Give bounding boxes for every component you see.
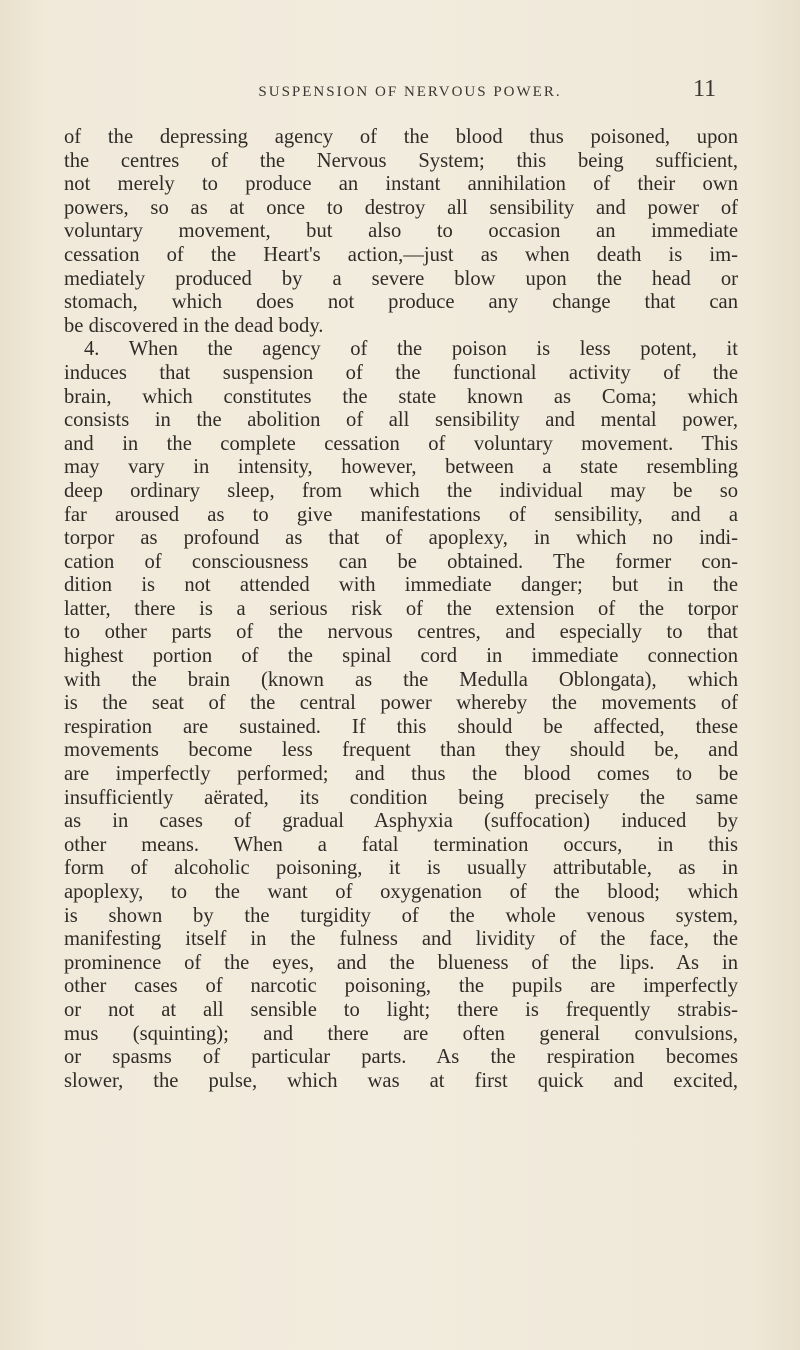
text-line: or not at all sensible to light; there is frequently strabis- [64, 998, 738, 1021]
text-line: torpor as profound as that of apoplexy, in which no indi- [64, 527, 738, 550]
text-line: cessation of the Heart's action,—just as when death is im- [64, 243, 738, 266]
text-line: cation of consciousness can be obtained. The former con- [64, 550, 738, 573]
page-number: 11 [693, 76, 717, 102]
text-line: to other parts of the nervous centres, and especially to that [64, 621, 738, 644]
body-text [64, 126, 738, 1093]
text-line: of the depressing agency of the blood thus poisoned, upon [64, 126, 738, 148]
text-line: apoplexy, to the want of oxygenation of the blood; which [64, 881, 738, 903]
text-line: movements become less frequent than they should be, and [64, 739, 738, 762]
text-line: be discovered in the dead body. [64, 314, 324, 337]
text-line: slower, the pulse, which was at first quick and excited, [64, 1069, 738, 1092]
text-line: as in cases of gradual Asphyxia (suffocation) induced by [64, 810, 738, 833]
text-line: form of alcoholic poisoning, it is usually attributable, as in [64, 857, 738, 880]
text-line: are imperfectly performed; and thus the blood comes to be [64, 763, 738, 786]
text-line: mus (squinting); and there are often general convulsions, [64, 1022, 738, 1045]
text-line: deep ordinary sleep, from which the individual may be so [64, 479, 738, 502]
text-line: is the seat of the central power whereby the movements of [64, 692, 738, 715]
text-line: insufficiently aërated, its condition being precisely the same [64, 786, 738, 809]
text-line: dition is not attended with immediate danger; but in the [64, 574, 738, 597]
text-line: mediately produced by a severe blow upon the head or [64, 267, 738, 290]
paragraph-start-line: 4. When the agency of the poison is less potent, it [84, 338, 738, 361]
text-line: manifesting itself in the fulness and lividity of the face, the [64, 928, 738, 951]
text-line: powers, so as at once to destroy all sensibility and power of [64, 196, 738, 219]
text-line: other means. When a fatal termination occurs, in this [64, 833, 738, 856]
text-line: prominence of the eyes, and the blueness of the lips. As in [64, 951, 738, 974]
text-line: is shown by the turgidity of the whole venous system, [64, 904, 738, 927]
text-line: may vary in intensity, however, between a state resembling [64, 456, 738, 479]
text-line: highest portion of the spinal cord in immediate connection [64, 645, 738, 668]
text-line: consists in the abolition of all sensibility and mental power, [64, 409, 738, 432]
text-line: brain, which constitutes the state known as Coma; which [64, 385, 738, 408]
text-line: not merely to produce an instant annihilation of their own [64, 173, 738, 196]
text-line: stomach, which does not produce any change that can [64, 291, 738, 314]
text-line: far aroused as to give manifestations of sensibility, and a [64, 503, 738, 526]
text-line: other cases of narcotic poisoning, the pupils are imperfectly [64, 975, 738, 998]
text-line: voluntary movement, but also to occasion an immediate [64, 220, 738, 243]
text-line: and in the complete cessation of voluntary movement. This [64, 432, 738, 455]
text-line: induces that suspension of the functional activity of the [64, 361, 738, 384]
text-line: the centres of the Nervous System; this being sufficient, [64, 149, 738, 172]
text-line: or spasms of particular parts. As the respiration becomes [64, 1046, 738, 1069]
text-line: latter, there is a serious risk of the extension of the torpor [64, 597, 738, 620]
text-line: respiration are sustained. If this should be affected, these [64, 715, 738, 738]
text-line: with the brain (known as the Medulla Oblongata), which [64, 668, 738, 691]
running-head: SUSPENSION OF NERVOUS POWER. [258, 84, 562, 100]
